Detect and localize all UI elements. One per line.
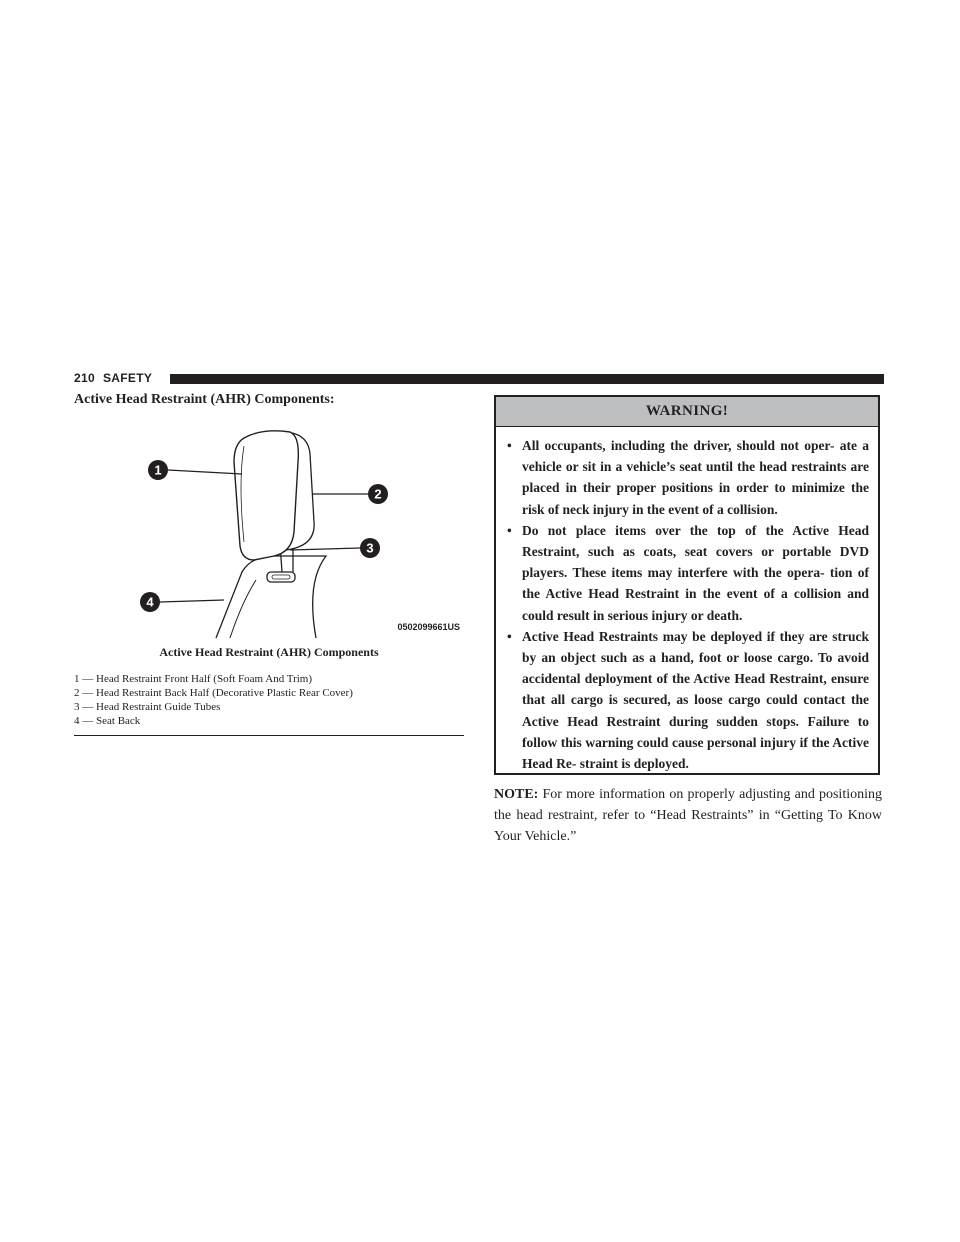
warning-item-text: Do not place items over the top of the Active Head Restraint, such as coats, seat covers or portable DVD players. These items may interfere with the opera- tion of the Active Head Restraint in the event of a collision and could result in serious injury or death. bbox=[522, 522, 869, 623]
seat-back-drawing bbox=[216, 556, 326, 638]
warning-item bbox=[505, 626, 869, 774]
bullet-icon: • bbox=[507, 522, 512, 538]
warning-item bbox=[505, 435, 869, 520]
figure-code: 0502099661US bbox=[397, 622, 460, 632]
callout-2 bbox=[368, 484, 388, 504]
header-rule-bar bbox=[170, 374, 884, 384]
figure-legend bbox=[74, 672, 464, 728]
warning-item-text: Active Head Restraints may be deployed if they are struck by an object such as a hand, foot or loose cargo. To avoid accidental deployment of the Active Head Restraint, ensure that all cargo is secured, as loose cargo could contact the Active Head Restraint during sudden stops. Failure to follow this warning could cause personal injury if the Active Head Re- straint is deployed. bbox=[522, 628, 869, 772]
legend-item: 2 — Head Restraint Back Half (Decorative Plastic Rear Cover) bbox=[74, 687, 353, 699]
note-paragraph bbox=[494, 784, 882, 847]
page-number: 210 bbox=[74, 371, 95, 385]
svg-text:3: 3 bbox=[366, 540, 374, 556]
note-label: NOTE: bbox=[494, 787, 539, 802]
legend-item: 3 — Head Restraint Guide Tubes bbox=[74, 701, 221, 713]
svg-text:1: 1 bbox=[154, 462, 162, 478]
legend-item: 1 — Head Restraint Front Half (Soft Foam And Trim) bbox=[74, 673, 313, 685]
callout-3 bbox=[360, 538, 380, 558]
warning-list bbox=[496, 427, 878, 774]
svg-text:4: 4 bbox=[146, 594, 154, 610]
bullet-icon: • bbox=[507, 628, 512, 644]
components-heading: Active Head Restraint (AHR) Components: bbox=[74, 392, 335, 407]
legend-divider bbox=[74, 735, 464, 736]
warning-item-text: All occupants, including the driver, should not oper- ate a vehicle or sit in a vehicle’s seat until the head restraints are placed in their proper positions in order to minimize the risk of neck injury in the event of a collision. bbox=[522, 438, 869, 517]
warning-item bbox=[505, 520, 869, 626]
section-title: SAFETY bbox=[103, 371, 153, 385]
figure-caption: Active Head Restraint (AHR) Components bbox=[159, 645, 379, 659]
warning-box bbox=[494, 395, 880, 775]
legend-item: 4 — Seat Back bbox=[74, 715, 141, 727]
bullet-icon: • bbox=[507, 438, 512, 453]
svg-text:2: 2 bbox=[374, 486, 382, 502]
callout-4 bbox=[140, 592, 160, 612]
callout-1 bbox=[148, 460, 168, 480]
note-text: For more information on properly adjusting and positioning the head restraint, refer to “Head Restraints” in “Getting To Know Your Vehicle.” bbox=[494, 787, 882, 844]
page-header bbox=[74, 371, 884, 387]
warning-title: WARNING! bbox=[496, 397, 878, 427]
head-restraint-illustration bbox=[130, 422, 466, 640]
